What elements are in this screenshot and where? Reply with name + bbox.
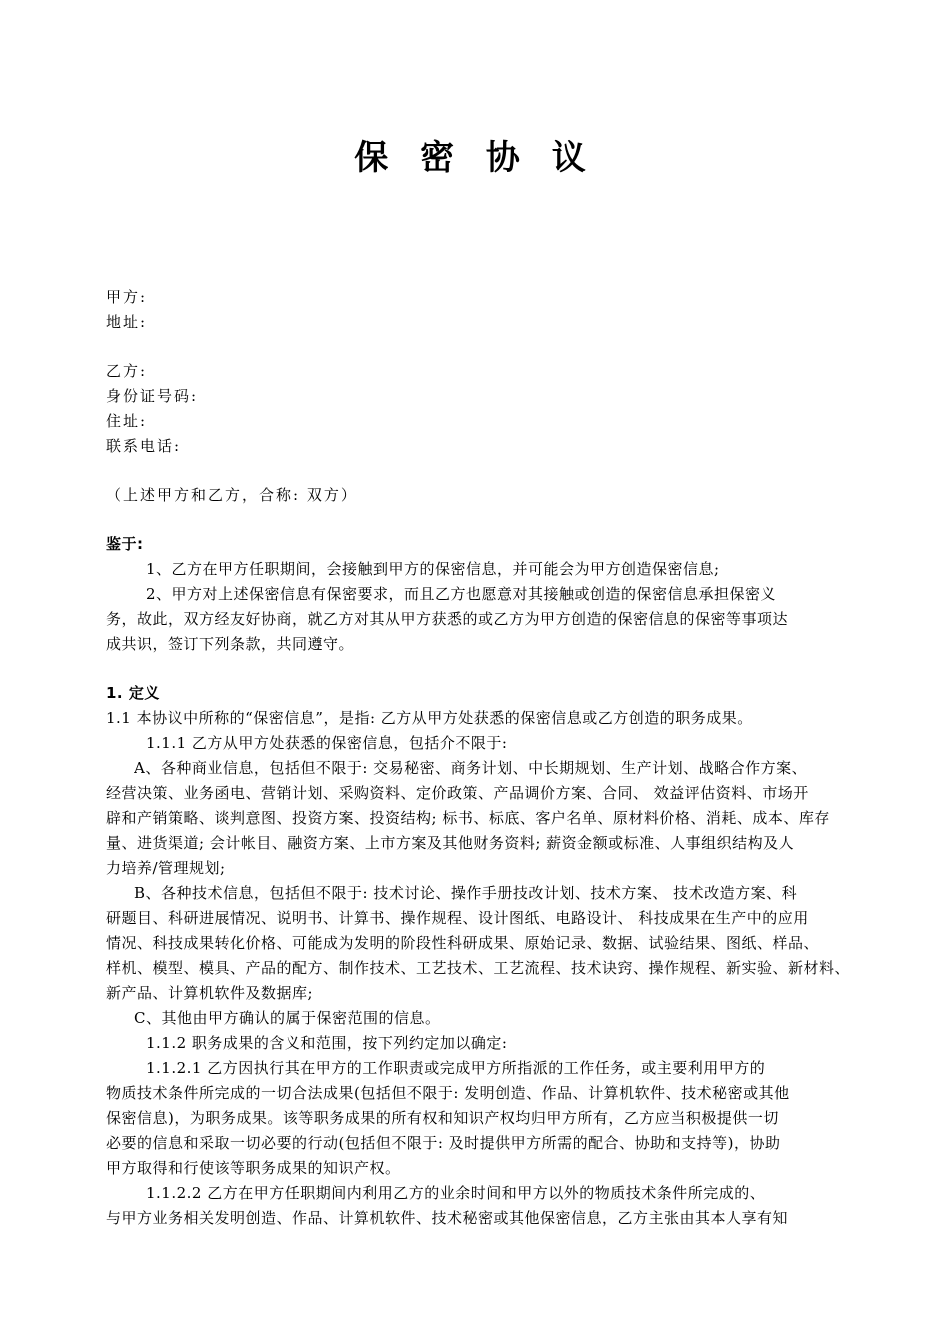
paragraph-line: 1、乙方在甲方任职期间，会接触到甲方的保密信息，并可能会为甲方创造保密信息; bbox=[146, 560, 720, 578]
paragraph-line: 1.1.1 乙方从甲方处获悉的保密信息，包括介不限于: bbox=[146, 734, 508, 752]
paragraph-line: 1.1.2 职务成果的含义和范围，按下列约定加以确定: bbox=[146, 1034, 508, 1052]
address-b-label: 住址: bbox=[106, 412, 148, 430]
id-number-label: 身份证号码: bbox=[106, 387, 199, 405]
paragraph-line: 样机、模型、模具、产品的配方、制作技术、工艺技术、工艺流程、技术诀窍、操作规程、新实验、新材料、 bbox=[106, 959, 851, 977]
paragraph-line: 1.1.2.2 乙方在甲方任职期间内利用乙方的业余时间和甲方以外的物质技术条件所完成的、 bbox=[146, 1184, 766, 1202]
whereas-heading: 鉴于: bbox=[106, 535, 144, 553]
paragraph-line: 情况、科技成果转化价格、可能成为发明的阶段性科研成果、原始记录、数据、试验结果、图纸、样品、 bbox=[106, 934, 820, 952]
paragraph-line: 务，故此，双方经友好协商，就乙方对其从甲方获悉的或乙方为甲方创造的保密信息的保密等事项达 bbox=[106, 610, 789, 628]
paragraph-line: 量、进货渠道; 会计帐目、融资方案、上市方案及其他财务资料; 薪资金额或标准、人事组织结构及人 bbox=[106, 834, 795, 852]
phone-label: 联系电话: bbox=[106, 437, 182, 455]
paragraph-line: 力培养/管理规划; bbox=[106, 859, 226, 877]
document-title: 保 密 协 议 bbox=[354, 138, 596, 178]
paragraph-line: 必要的信息和采取一切必要的行动(包括但不限于: 及时提供甲方所需的配合、协助和支持等)，协助 bbox=[106, 1134, 781, 1152]
paragraph-line: 物质技术条件所完成的一切合法成果(包括但不限于: 发明创造、作品、计算机软件、技术秘密或其他 bbox=[106, 1084, 790, 1102]
party-b-label: 乙方: bbox=[106, 362, 148, 380]
paragraph-line: 成共识，签订下列条款，共同遵守。 bbox=[106, 635, 355, 653]
paragraph-line: 经营决策、业务函电、营销计划、采购资料、定价政策、产品调价方案、合同、 效益评估资料、市场开 bbox=[106, 784, 809, 802]
paragraph-line: 1.1 本协议中所称的“保密信息”，是指: 乙方从甲方处获悉的保密信息或乙方创造的职务成果。 bbox=[106, 709, 753, 727]
paragraph-line: 研题目、科研进展情况、说明书、计算书、操作规程、设计图纸、电路设计、 科技成果在生产中的应用 bbox=[106, 909, 809, 927]
section-heading: 1. 定义 bbox=[106, 684, 160, 702]
paragraph-line: C、其他由甲方确认的属于保密范围的信息。 bbox=[134, 1009, 441, 1027]
paragraph-line: A、各种商业信息，包括但不限于: 交易秘密、商务计划、中长期规划、生产计划、战略合作方案、 bbox=[134, 759, 808, 777]
paragraph-line: 2、甲方对上述保密信息有保密要求，而且乙方也愿意对其接触或创造的保密信息承担保密义 bbox=[146, 585, 777, 603]
paragraph-line: 保密信息)，为职务成果。该等职务成果的所有权和知识产权均归甲方所有，乙方应当积极提供一切 bbox=[106, 1109, 779, 1127]
paragraph-line: B、各种技术信息，包括但不限于: 技术讨论、操作手册技改计划、技术方案、 技术改造方案、科 bbox=[134, 884, 798, 902]
paragraph-line: 甲方取得和行使该等职务成果的知识产权。 bbox=[106, 1159, 401, 1177]
address-a-label: 地址: bbox=[106, 313, 148, 331]
paragraph-line: 与甲方业务相关发明创造、作品、计算机软件、技术秘密或其他保密信息，乙方主张由其本人享有知 bbox=[106, 1209, 789, 1227]
party-a-label: 甲方: bbox=[106, 288, 148, 306]
paragraph-line: 新产品、计算机软件及数据库; bbox=[106, 984, 314, 1002]
paragraph-line: 1.1.2.1 乙方因执行其在甲方的工作职责或完成甲方所指派的工作任务，或主要利用甲方的 bbox=[146, 1059, 766, 1077]
collective-note: （上述甲方和乙方，合称: 双方） bbox=[106, 486, 358, 504]
paragraph-line: 辟和产销策略、谈判意图、投资方案、投资结构; 标书、标底、客户名单、原材料价格、消耗、成本、库存 bbox=[106, 809, 830, 827]
